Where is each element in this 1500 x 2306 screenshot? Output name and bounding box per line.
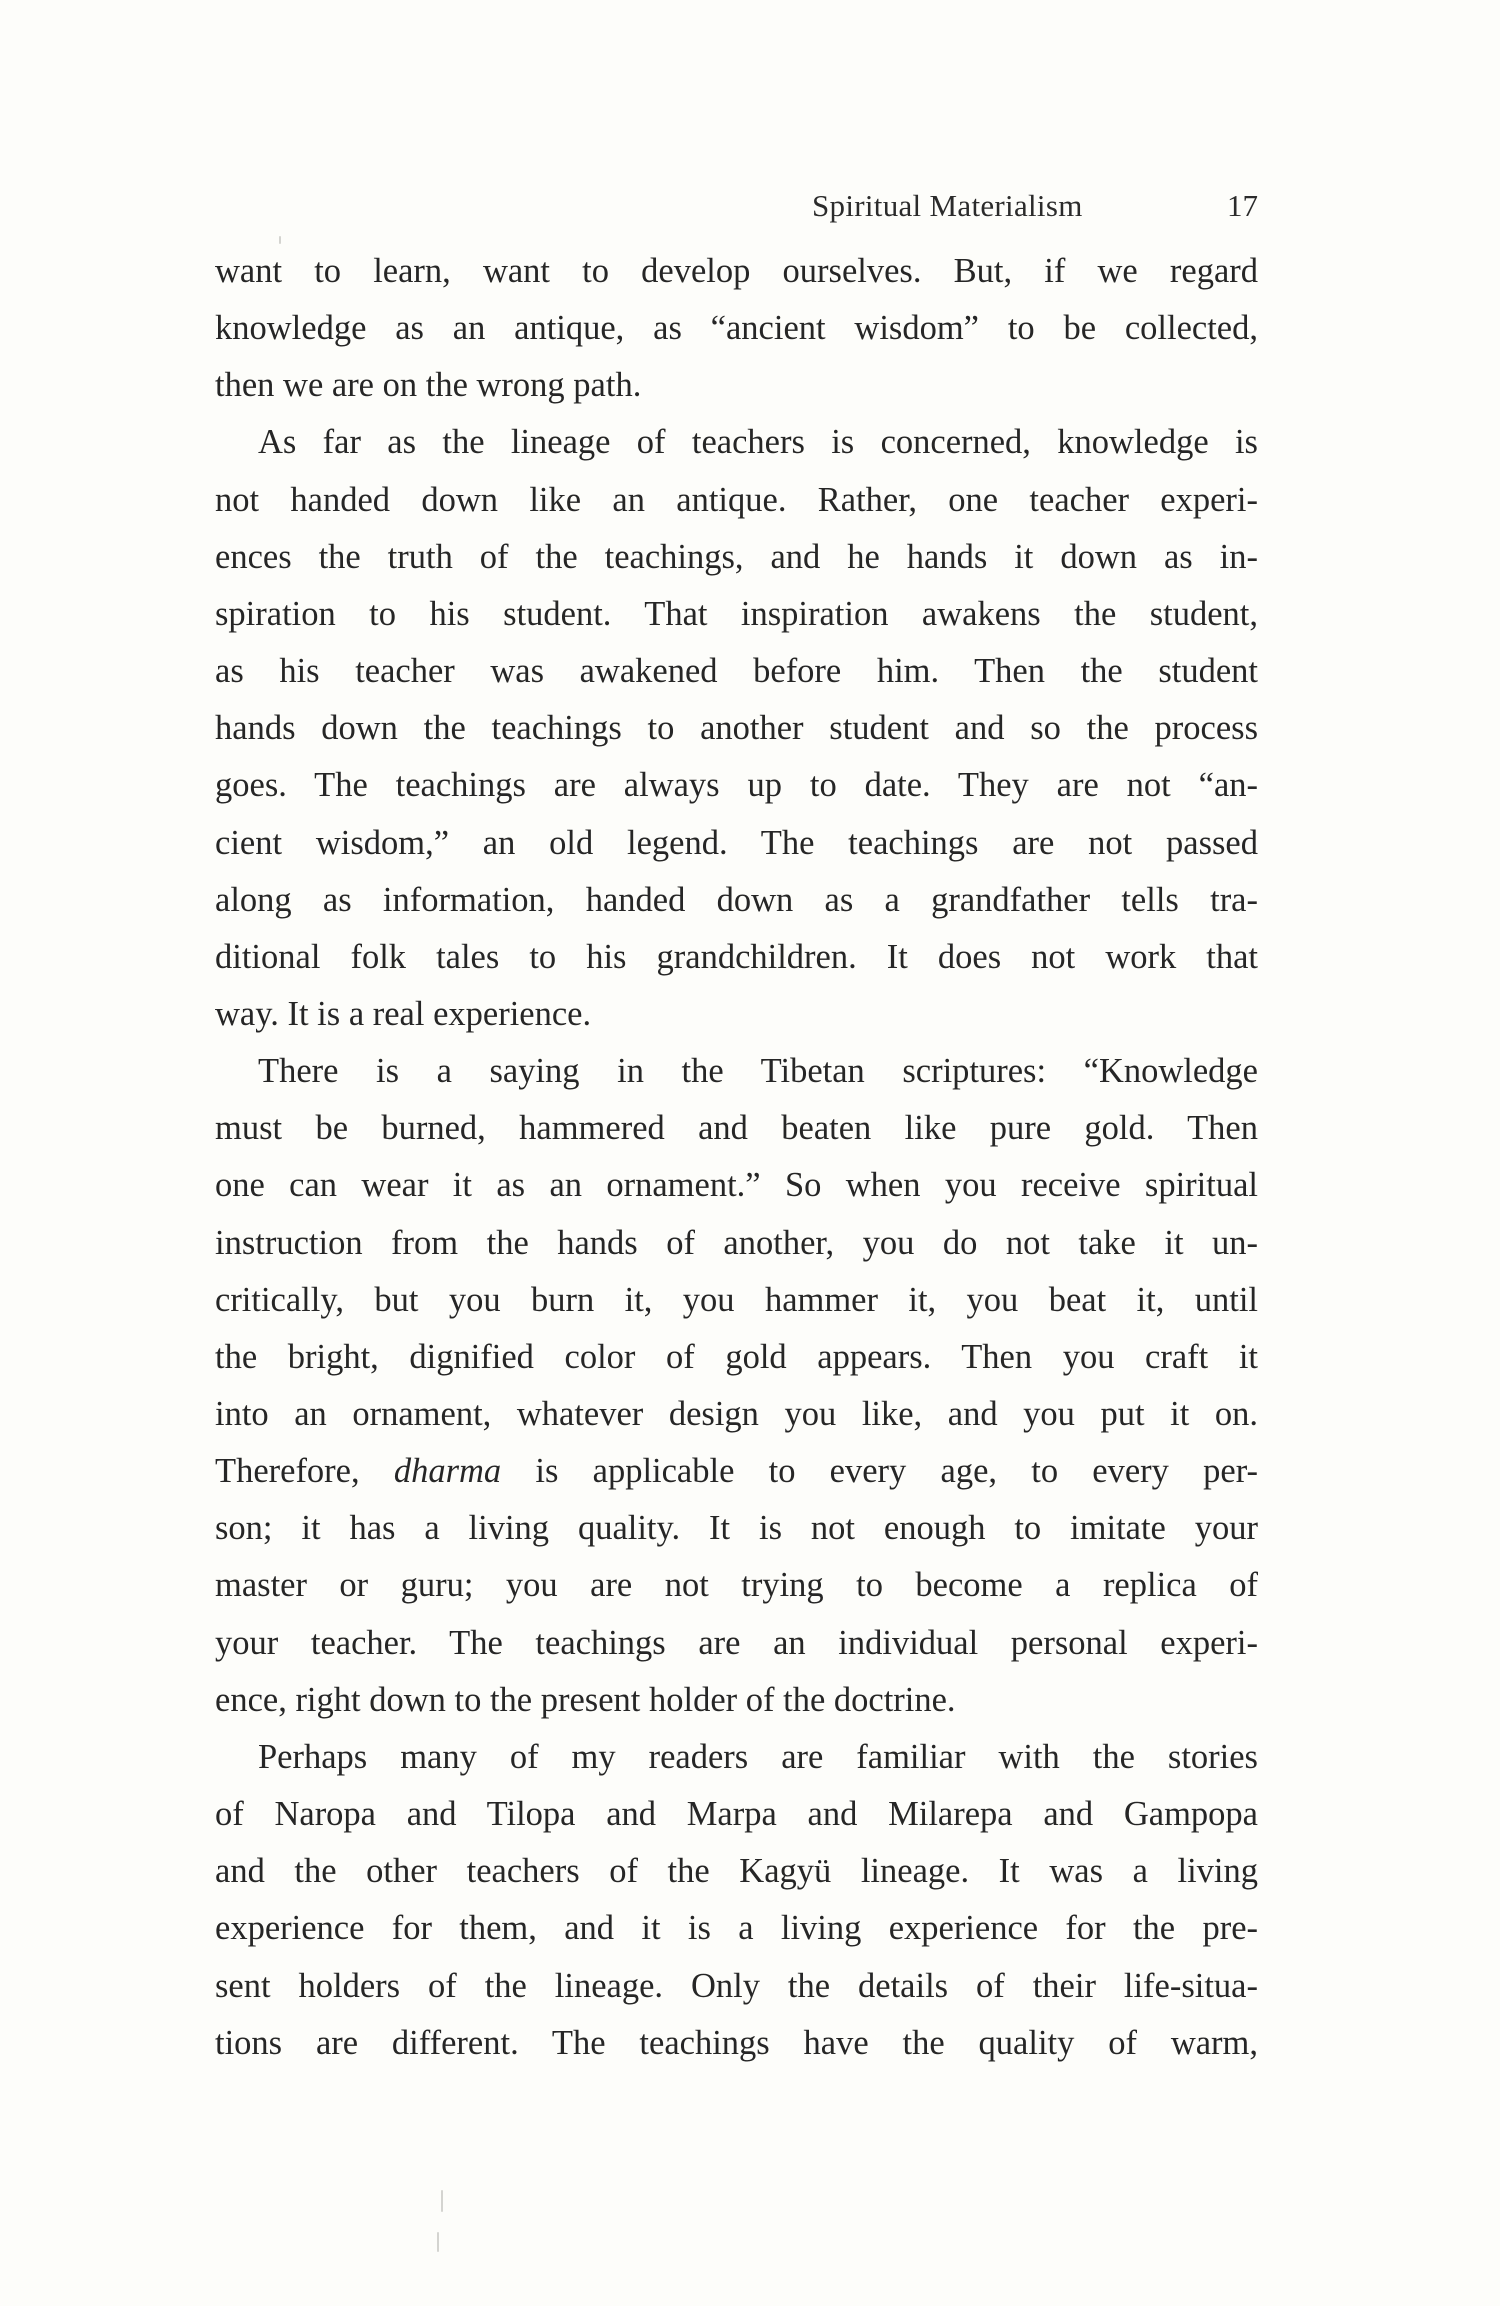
text-line: As far as the lineage of teachers is concerned, knowledge is	[258, 423, 1258, 462]
text-line: tions are different. The teachings have the quality of warm,	[215, 2023, 1258, 2062]
text-line: as his teacher was awakened before him. Then the student	[215, 652, 1258, 691]
text-line: way. It is a real experience.	[215, 994, 592, 1033]
text-line: not handed down like an antique. Rather, one teacher experi-	[215, 480, 1258, 519]
text-line: spiration to his student. That inspiration awakens the student,	[215, 594, 1258, 633]
text-line	[215, 1447, 1258, 1495]
text-line: into an ornament, whatever design you like, and you put it on.	[215, 1395, 1258, 1433]
text-line: sent holders of the lineage. Only the details of their life-situa-	[215, 1966, 1258, 2005]
text-line: goes. The teachings are always up to date. They are not “an-	[215, 766, 1258, 805]
running-head: Spiritual Materialism	[812, 188, 1083, 223]
text-line: knowledge as an antique, as “ancient wisdom” to be collected,	[215, 309, 1258, 348]
text-segment: Therefore,	[215, 1452, 394, 1491]
text-line: There is a saying in the Tibetan scriptures: “Knowledge	[258, 1052, 1258, 1091]
text-line: and the other teachers of the Kagyü lineage. It was a living	[215, 1852, 1258, 1891]
text-line: the bright, dignified color of gold appears. Then you craft it	[215, 1337, 1258, 1376]
text-line: ences the truth of the teachings, and he hands it down as in-	[215, 537, 1258, 576]
text-line: one can wear it as an ornament.” So when you receive spiritual	[215, 1166, 1258, 1205]
page-number: 17	[1227, 188, 1258, 223]
text-line: experience for them, and it is a living experience for the pre-	[215, 1909, 1258, 1948]
text-line: must be burned, hammered and beaten like pure gold. Then	[215, 1109, 1258, 1148]
scan-mark	[441, 2190, 443, 2212]
text-line: Perhaps many of my readers are familiar with the stories	[258, 1737, 1258, 1776]
scan-mark	[279, 236, 281, 244]
scan-mark	[437, 2232, 439, 2252]
text-line: want to learn, want to develop ourselves. But, if we regard	[215, 252, 1258, 290]
text-line: of Naropa and Tilopa and Marpa and Milarepa and Gampopa	[215, 1795, 1258, 1834]
text-line: critically, but you burn it, you hammer it, you beat it, until	[215, 1280, 1258, 1319]
text-line: master or guru; you are not trying to become a replica of	[215, 1566, 1258, 1605]
text-line: your teacher. The teachings are an individual personal experi-	[215, 1623, 1258, 1662]
text-line: instruction from the hands of another, you do not take it un-	[215, 1223, 1258, 1262]
text-line: cient wisdom,” an old legend. The teachings are not passed	[215, 823, 1258, 862]
italic-term: dharma	[393, 1452, 502, 1491]
text-segment: is applicable to every age, to every per-	[501, 1452, 1258, 1491]
text-line: then we are on the wrong path.	[215, 366, 642, 405]
text-line: ence, right down to the present holder of the doctrine.	[215, 1680, 956, 1719]
text-line: ditional folk tales to his grandchildren. It does not work that	[215, 937, 1258, 976]
text-line: son; it has a living quality. It is not enough to imitate your	[215, 1509, 1258, 1548]
text-line: hands down the teachings to another student and so the process	[215, 709, 1258, 748]
text-line: along as information, handed down as a grandfather tells tra-	[215, 880, 1258, 919]
